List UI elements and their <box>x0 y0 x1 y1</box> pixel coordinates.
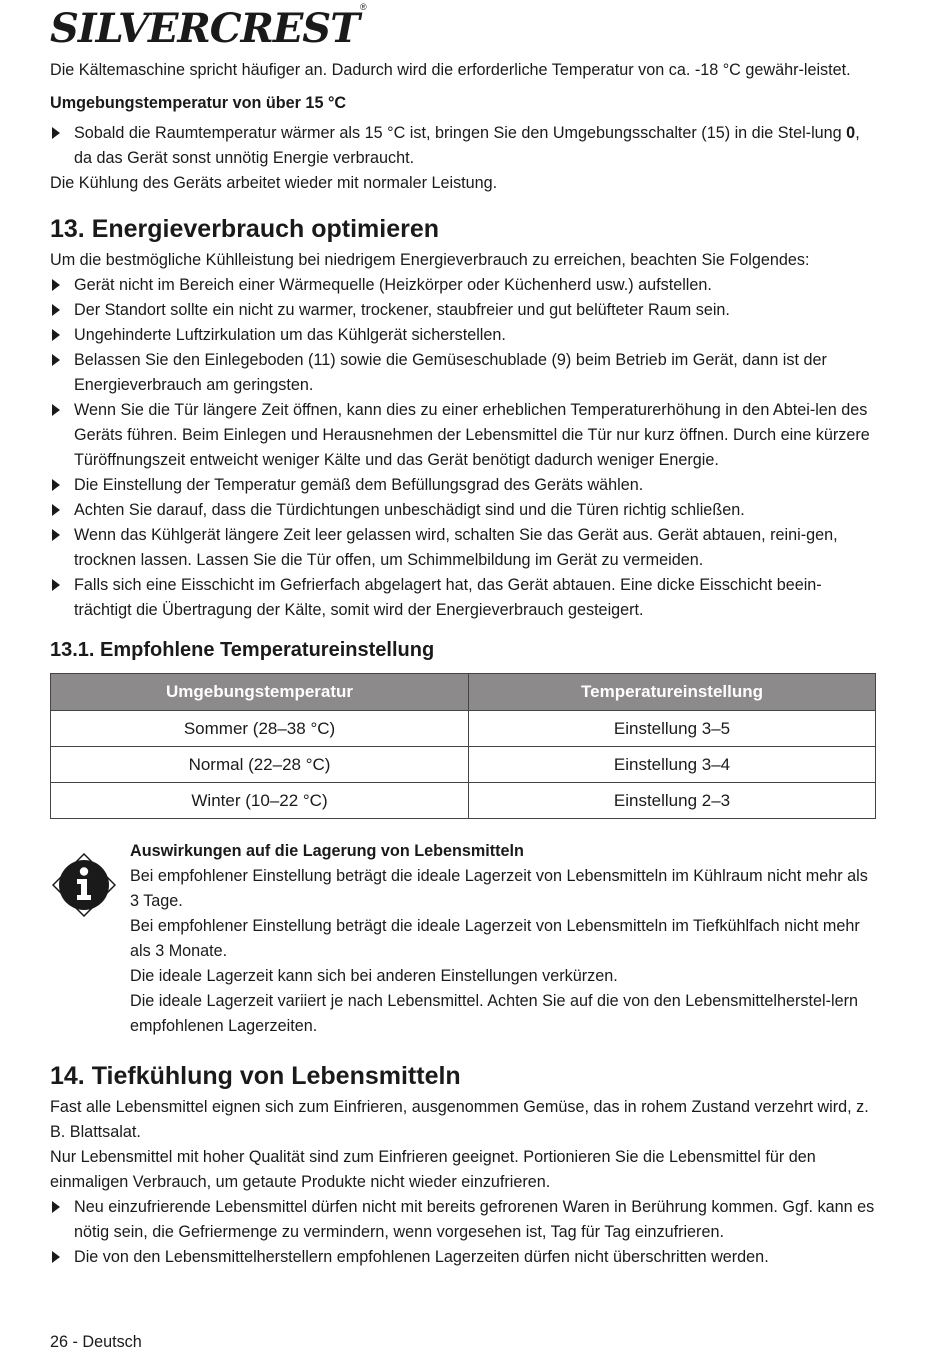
brand-logo-text: SILVERCREST <box>50 5 359 52</box>
ambient-bullet-text-pre: Sobald die Raumtemperatur wärmer als 15 °C ist, bringen Sie den Umgebungsschalter (15) in die Stel-lung <box>74 124 847 142</box>
list-item-text: Die von den Lebensmittelherstellern empfohlenen Lagerzeiten dürfen nicht überschritten werden. <box>74 1248 769 1266</box>
section-13-intro: Um die bestmögliche Kühlleistung bei niedrigem Energieverbrauch zu erreichen, beachten Sie Folgendes: <box>50 251 810 269</box>
temperature-table <box>50 673 876 819</box>
table-row <box>51 783 876 819</box>
info-box <box>50 839 876 1039</box>
list-item-text: Belassen Sie den Einlegeboden (11) sowie die Gemüseschublade (9) beim Betrieb im Gerät, dann ist der Energieverbrauch am geringsten. <box>74 351 827 394</box>
registered-mark: ® <box>359 2 367 12</box>
info-line: Bei empfohlener Einstellung beträgt die ideale Lagerzeit von Lebensmitteln im Kühlraum nicht mehr als 3 Tage. <box>130 867 868 910</box>
column-header-ambient: Umgebungstemperatur <box>51 674 469 711</box>
list-item <box>50 298 876 323</box>
bullet-arrow-icon <box>52 279 60 291</box>
list-item-text: Der Standort sollte ein nicht zu warmer, trockener, staubfreier und gut belüfteter Raum sein. <box>74 301 730 319</box>
list-item <box>50 473 876 498</box>
page-footer: 26 - Deutsch <box>50 1333 142 1351</box>
bullet-arrow-icon <box>52 1251 60 1263</box>
ambient-bullet-text-post: , da das Gerät sonst unnötig Energie verbraucht. <box>74 124 860 167</box>
list-item-text: Wenn das Kühlgerät längere Zeit leer gelassen wird, schalten Sie das Gerät aus. Gerät abtauen, reini-gen, trocknen lassen. Lassen Sie die Tür offen, um Schimmelbildung im Gerät zu vermeiden. <box>74 526 838 569</box>
section-13-bullet-list <box>50 273 876 623</box>
table-cell: Einstellung 3–5 <box>469 711 876 747</box>
section-14-paragraph: Nur Lebensmittel mit hoher Qualität sind zum Einfrieren geeignet. Portionieren Sie die Lebensmittel für den einmaligen Verbrauch, um getaute Produkte nicht wieder einzufrieren. <box>50 1148 816 1191</box>
ambient-after-text: Die Kühlung des Geräts arbeitet wieder mit normaler Leistung. <box>50 174 498 192</box>
section-14-bullet-list <box>50 1195 876 1270</box>
info-icon <box>52 853 116 917</box>
bullet-arrow-icon <box>52 579 60 591</box>
table-row <box>51 747 876 783</box>
bullet-arrow-icon <box>52 304 60 316</box>
list-item-text: Neu einzufrierende Lebensmittel dürfen nicht mit bereits gefrorenen Waren in Berührung kommen. Ggf. kann es nötig sein, die Gefriermenge zu vermindern, wenn vorgesehen ist, Tag für Tag einzufrieren. <box>74 1198 875 1241</box>
table-row <box>51 711 876 747</box>
list-item <box>50 498 876 523</box>
bullet-arrow-icon <box>52 1201 60 1213</box>
list-item <box>50 1245 876 1270</box>
info-heading: Auswirkungen auf die Lagerung von Lebensmitteln <box>130 842 524 860</box>
list-item-text: Wenn Sie die Tür längere Zeit öffnen, kann dies zu einer erheblichen Temperaturerhöhung in den Abtei-len des Geräts führen. Beim Einlegen und Herausnehmen der Lebensmittel die Tür nur kurz öffnen. Durch eine kürzere Türöffnungszeit entweicht weniger Kälte und das Gerät benötigt dadurch weniger Energie. <box>74 401 870 469</box>
bullet-arrow-icon <box>52 127 60 139</box>
bullet-arrow-icon <box>52 404 60 416</box>
ambient-bullet-bold: 0 <box>846 124 856 142</box>
table-cell: Einstellung 2–3 <box>469 783 876 819</box>
bullet-arrow-icon <box>52 504 60 516</box>
section-13-1-title: 13.1. Empfohlene Temperatureinstellung <box>50 639 435 661</box>
list-item <box>50 523 876 573</box>
list-item <box>50 273 876 298</box>
table-cell: Normal (22–28 °C) <box>51 747 469 783</box>
info-line: Bei empfohlener Einstellung beträgt die ideale Lagerzeit von Lebensmitteln im Tiefkühlfach nicht mehr als 3 Monate. <box>130 917 860 960</box>
list-item-text: Die Einstellung der Temperatur gemäß dem Befüllungsgrad des Geräts wählen. <box>74 476 644 494</box>
info-line: Die ideale Lagerzeit kann sich bei anderen Einstellungen verkürzen. <box>130 967 618 985</box>
table-cell: Sommer (28–38 °C) <box>51 711 469 747</box>
section-14-paragraph: Fast alle Lebensmittel eignen sich zum Einfrieren, ausgenommen Gemüse, das in rohem Zustand verzehrt wird, z. B. Blattsalat. <box>50 1098 869 1141</box>
section-13-title: 13. Energieverbrauch optimieren <box>50 215 440 243</box>
bullet-arrow-icon <box>52 354 60 366</box>
list-item <box>50 398 876 473</box>
list-item-text: Falls sich eine Eisschicht im Gefrierfach abgelagert hat, das Gerät abtauen. Eine dicke Eisschicht beein-trächtigt die Übertragung der Kälte, somit wird der Energieverbrauch gesteigert. <box>74 576 822 619</box>
intro-paragraph: Die Kältemaschine spricht häufiger an. Dadurch wird die erforderliche Temperatur von ca. -18 °C gewähr-leistet. <box>50 61 851 79</box>
bullet-arrow-icon <box>52 479 60 491</box>
list-item-text: Gerät nicht im Bereich einer Wärmequelle (Heizkörper oder Küchenherd usw.) aufstellen. <box>74 276 712 294</box>
brand-logo <box>50 2 367 52</box>
list-item <box>50 1195 876 1245</box>
table-header-row <box>51 674 876 711</box>
section-14-title: 14. Tiefkühlung von Lebensmitteln <box>50 1062 461 1090</box>
ambient-heading: Umgebungstemperatur von über 15 °C <box>50 94 347 112</box>
column-header-setting: Temperatureinstellung <box>469 674 876 711</box>
list-item-text: Achten Sie darauf, dass die Türdichtungen unbeschädigt sind und die Türen richtig schließen. <box>74 501 745 519</box>
bullet-arrow-icon <box>52 329 60 341</box>
list-item <box>50 348 876 398</box>
ambient-bullet <box>50 121 876 171</box>
list-item <box>50 323 876 348</box>
info-line: Die ideale Lagerzeit variiert je nach Lebensmittel. Achten Sie auf die von den Lebensmittelherstel-lern empfohlenen Lagerzeiten. <box>130 992 858 1035</box>
bullet-arrow-icon <box>52 529 60 541</box>
table-cell: Winter (10–22 °C) <box>51 783 469 819</box>
list-item-text: Ungehinderte Luftzirkulation um das Kühlgerät sicherstellen. <box>74 326 506 344</box>
table-cell: Einstellung 3–4 <box>469 747 876 783</box>
list-item <box>50 573 876 623</box>
